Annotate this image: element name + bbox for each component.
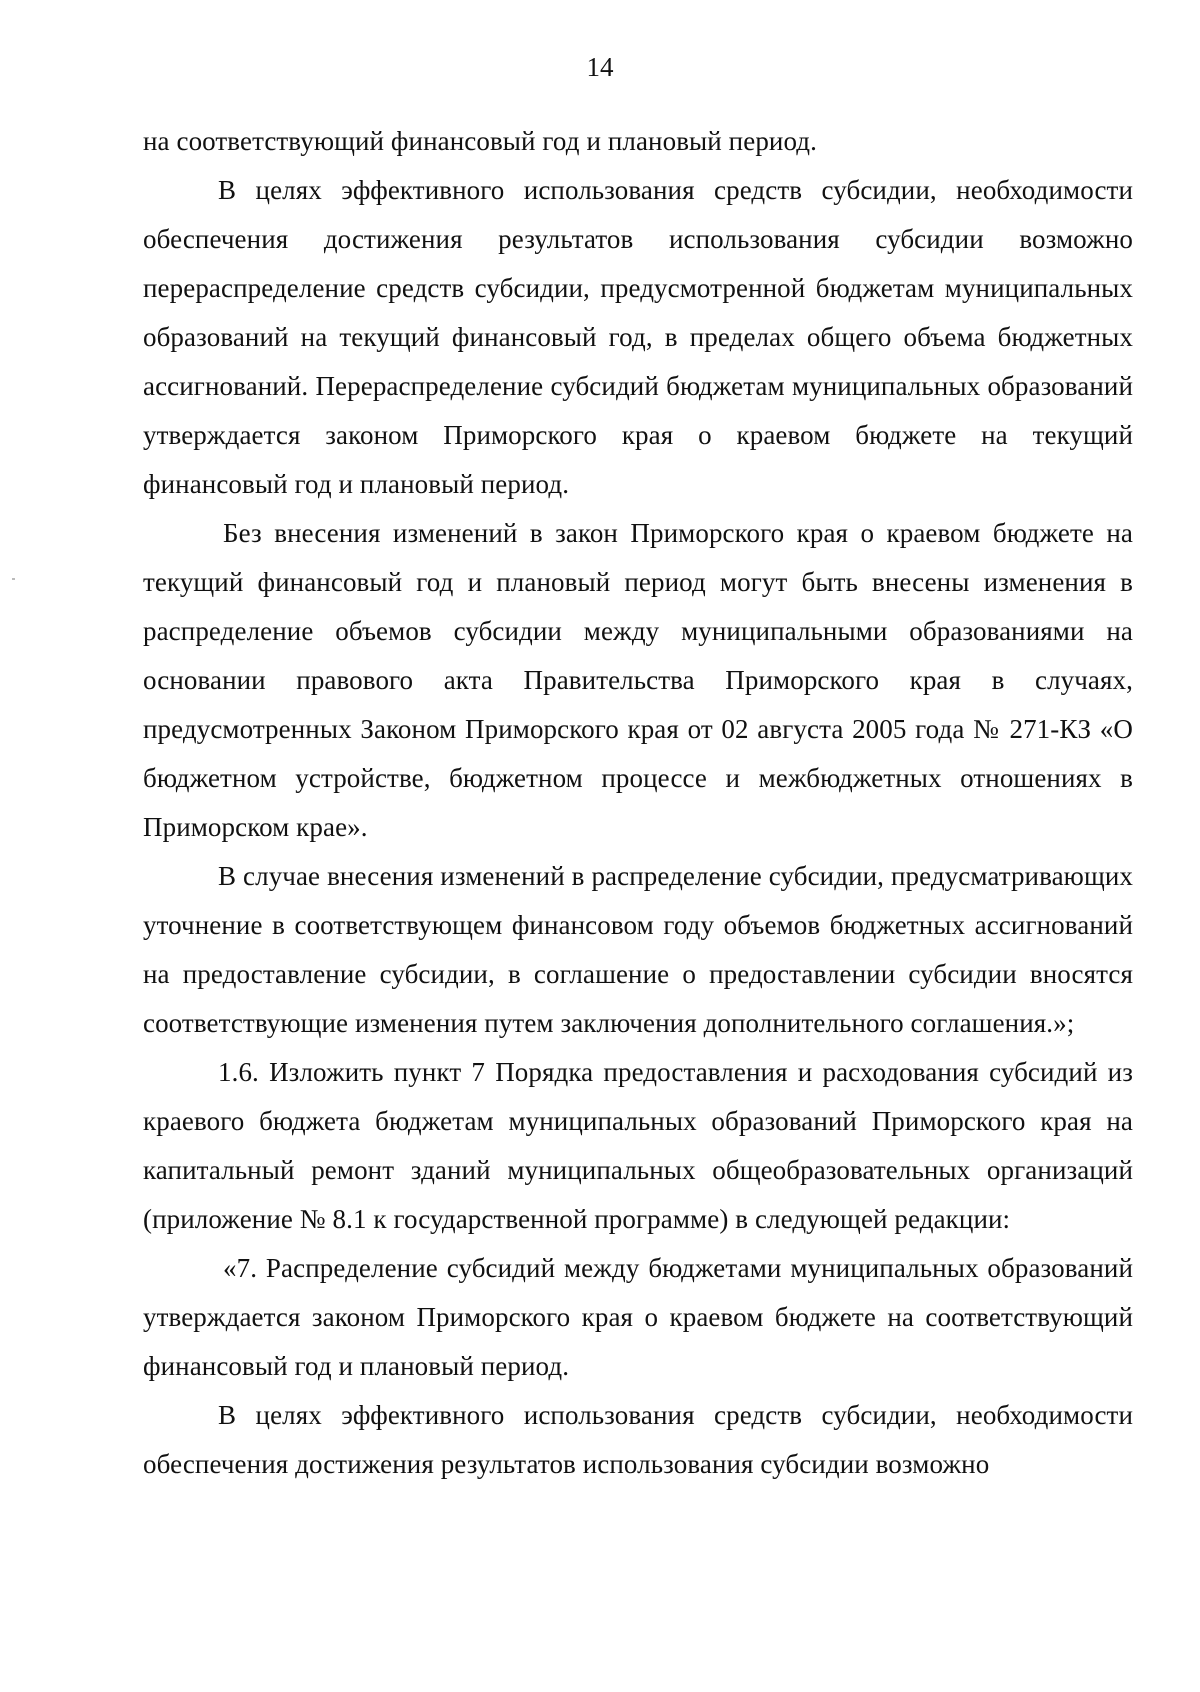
paragraph-item-7: «7. Распределение субсидий между бюджетами муниципальных образований утверждается законом Приморского края о краевом бюджете на соответствующий финансовый год и плановый период. [143,1253,1133,1381]
page-number: 14 [586,52,614,82]
paragraph-changes-without-law: Без внесения изменений в закон Приморского края о краевом бюджете на текущий финансовый год и плановый период могут быть внесены изменения в распределение объемов субсидии между муниципальными образованиями на основании правового акта Правительства Приморского края в случаях, предусмотренных Законом Приморского края от 02 августа 2005 года № 271-КЗ «О бюджетном устройстве, бюджетном процессе и межбюджетных отношениях в Приморском крае». [143,518,1133,842]
paragraph-continuation: на соответствующий финансовый год и плановый период. [143,126,817,156]
paragraph-amendment-1-6: 1.6. Изложить пункт 7 Порядка предоставления и расходования субсидий из краевого бюджета бюджетам муниципальных образований Приморского края на капитальный ремонт зданий муниципальных общеобразовательных организаций (приложение № 8.1 к государственной программе) в следующей редакции: [143,1057,1133,1234]
paragraph-redistribution: В целях эффективного использования средств субсидии, необходимости обеспечения достижения результатов использования субсидии возможно перераспределение средств субсидии, предусмотренной бюджетам муниципальных образований на текущий финансовый год, в пределах общего объема бюджетных ассигнований. Перераспределение субсидий бюджетам муниципальных образований утверждается законом Приморского края о краевом бюджете на текущий финансовый год и плановый период. [143,175,1133,499]
scan-margin-mark [12,578,15,580]
paragraph-agreement-changes: В случае внесения изменений в распределение субсидии, предусматривающих уточнение в соответствующем финансовом году объемов бюджетных ассигнований на предоставление субсидии, в соглашение о предоставлении субсидии вносятся соответствующие изменения путем заключения дополнительного соглашения.»; [143,861,1133,1038]
document-body [143,117,1133,1489]
paragraph-redistribution-repeat: В целях эффективного использования средств субсидии, необходимости обеспечения достижения результатов использования субсидии возможно [143,1400,1133,1479]
